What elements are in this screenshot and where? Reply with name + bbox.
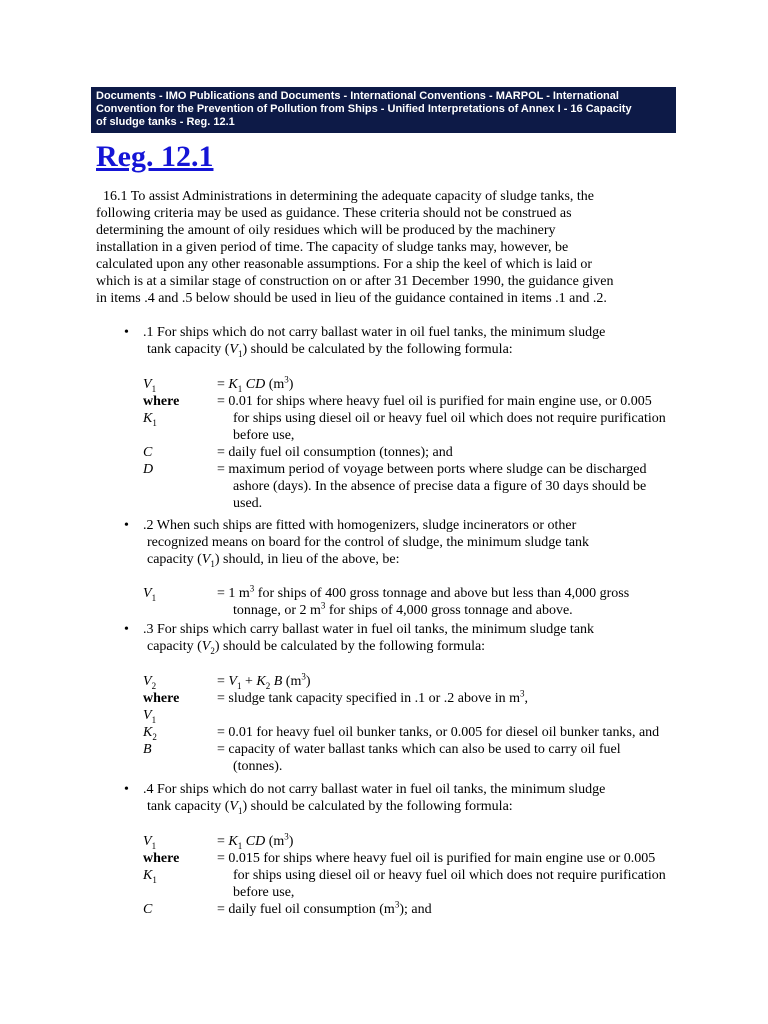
list-item-1-text: .1 For ships which do not carry ballast water in oil fuel tanks, the minimum sludge tank capacity $(V_1)$ should be calculated by the following formula: xyxy=(143,325,606,359)
bullet-marker: • xyxy=(124,622,129,637)
paragraph-line: determining the amount of oily residues which will be produced by the machinery xyxy=(96,223,556,238)
bullet-marker: • xyxy=(124,518,129,533)
list-item-2-text: .2 When such ships are fitted with homogenizers, sludge incinerators or other recognized means on board for the control of sludge, the minimum sludge tank capacity $(V_1)$ should, in lieu of the above, be: xyxy=(143,518,590,569)
paragraph-line: calculated upon any other reasonable assumptions. For a ship the keel of which is laid or xyxy=(96,257,593,272)
paragraph-line: 16.1 To assist Administrations in determining the adequate capacity of sludge tanks, the xyxy=(103,189,594,204)
breadcrumb[interactable] xyxy=(91,87,676,133)
paragraph-line: installation in a given period of time. The capacity of sludge tanks may, however, be xyxy=(96,240,569,255)
breadcrumb-line: of sludge tanks - Reg. 12.1 xyxy=(96,116,235,128)
paragraph-line: which is at a similar stage of construction on or after 31 December 1990, the guidance given xyxy=(96,274,614,289)
page-title-link[interactable]: Reg. 12.1 xyxy=(96,140,214,173)
list-item-3-text: .3 For ships which carry ballast water in fuel oil tanks, the minimum sludge tank capacity $(V_2)$ should be calculated by the following formula: xyxy=(143,622,595,656)
list-item-4-text: .4 For ships which do not carry ballast water in fuel oil tanks, the minimum sludge tank capacity $(V_1)$ should be calculated by the following formula: xyxy=(143,782,606,816)
bullet-marker: • xyxy=(124,325,129,340)
bullet-marker: • xyxy=(124,782,129,797)
intro-paragraph xyxy=(96,188,686,307)
breadcrumb-line: Documents - IMO Publications and Documents - International Conventions - MARPOL - International xyxy=(96,90,619,102)
paragraph-line: following criteria may be used as guidance. These criteria should not be construed as xyxy=(96,206,572,221)
paragraph-line: in items .4 and .5 below should be used in lieu of the guidance contained in items .1 and .2. xyxy=(96,291,607,306)
breadcrumb-line: Convention for the Prevention of Pollution from Ships - Unified Interpretations of Annex I - 16 Capacity xyxy=(96,103,632,115)
